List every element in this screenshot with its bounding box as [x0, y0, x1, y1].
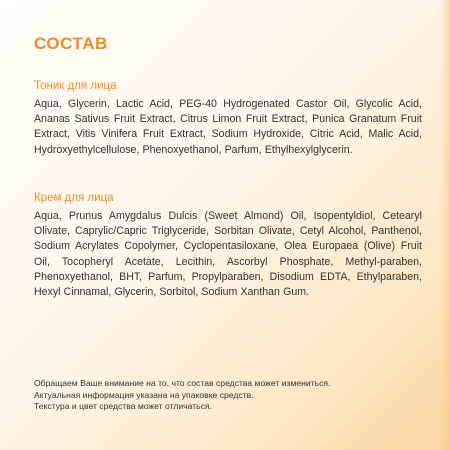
decorative-edge: [440, 0, 450, 450]
section-ingredients-toner: Aqua, Glycerin, Lactic Acid, PEG-40 Hydrogenated Castor Oil, Glycolic Acid, Ananas Sativus Fruit Extract, Citrus Limon Fruit Extract, Punica Granatum Fruit Extract, Vitis Vinifera Fruit Extract, Sodium Hydroxide, Citric Acid, Malic Acid, Hydroxyethylcellulose, Phenoxyethanol, Parfum, Ethylhexylglycerin.: [34, 98, 422, 156]
section-heading-toner: Тоник для лица: [34, 80, 117, 92]
disclaimer-notes: [34, 378, 424, 413]
disclaimer-line: Обращаем Ваше внимание на то, что состав средства может измениться.: [34, 378, 331, 388]
page-title: СОСТАВ: [34, 34, 108, 53]
disclaimer-line: Текстура и цвет средства может отличаться.: [34, 401, 212, 412]
section-ingredients-cream: Aqua, Prunus Amygdalus Dulcis (Sweet Almond) Oil, Isopentyldiol, Cetearyl Olivate, Caprylic/Capric Triglyceride, Sorbitan Olivate, Cetyl Alcohol, Panthenol, Sodium Acrylates Copolymer, Cyclopentasiloxane, Olea Europaea (Olive) Fruit Oil, Tocopheryl Acetate, Lecithin, Ascorbyl Phosphate, Methyl-paraben, Phenoxyethanol, BHT, Parfum, Propylparaben, Disodium EDTA, Ethylparaben, Hexyl Cinnamal, Glycerin, Sorbitol, Sodium Xanthan Gum.: [34, 210, 422, 299]
section-heading-cream: Крем для лица: [34, 192, 114, 204]
disclaimer-line: Актуальная информация указана на упаковке средств.: [34, 389, 254, 400]
